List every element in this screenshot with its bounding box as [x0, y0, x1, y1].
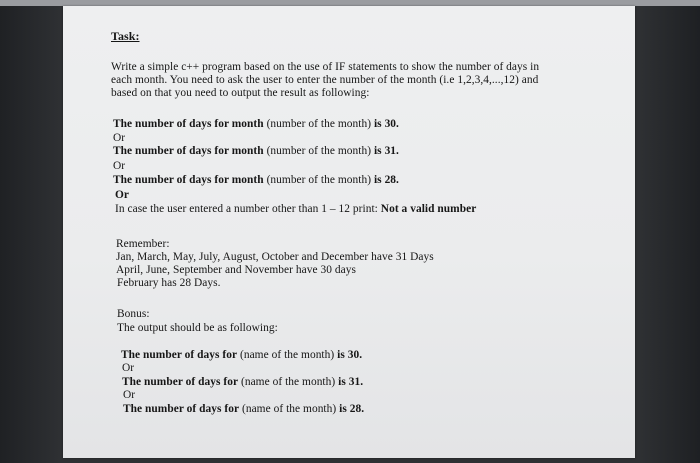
output-line-31-end: is 31. — [373, 145, 399, 157]
bonus-or-separator-2: Or — [123, 389, 136, 401]
output-line-28-bold: The number of days for month — [113, 174, 264, 186]
remember-line-28-days: February has 28 Days. — [117, 277, 221, 289]
invalid-number-message: Not a valid number — [380, 203, 477, 215]
bonus-output-line-31-bold: The number of days for — [122, 376, 239, 388]
bonus-output-line-31 — [122, 376, 363, 389]
bonus-output-line-31-mid: (name of the month) — [238, 376, 339, 388]
output-line-30-bold: The number of days for month — [113, 118, 264, 130]
or-separator-3: Or — [115, 189, 130, 201]
output-line-31-mid: (number of the month) — [263, 145, 374, 157]
output-line-28-end: is 28. — [373, 174, 399, 186]
output-line-31-bold: The number of days for month — [113, 145, 264, 157]
bonus-output-line-30 — [121, 349, 362, 362]
bonus-output-line-28 — [123, 403, 364, 416]
bonus-output-line-31-end: is 31. — [338, 376, 364, 388]
bonus-intro: The output should be as following: — [117, 322, 278, 334]
remember-line-30-days: April, June, September and November have 30 days — [116, 264, 356, 276]
task-intro-line-2: each month. You need to ask the user to enter the number of the month (i.e 1,2,3,4,...,12) and — [111, 74, 539, 86]
bonus-output-line-28-bold: The number of days for — [123, 403, 240, 415]
bonus-output-line-28-end: is 28. — [339, 403, 365, 415]
output-line-31 — [113, 145, 399, 158]
output-line-30 — [113, 118, 399, 131]
remember-line-31-days: Jan, March, May, July, August, October and December have 31 Days — [116, 251, 434, 263]
invalid-number-prefix: In case the user entered a number other than 1 – 12 print: — [115, 203, 381, 215]
document-page — [63, 6, 635, 458]
task-intro-line-1: Write a simple c++ program based on the use of IF statements to show the number of days in — [111, 61, 540, 73]
or-separator-2: Or — [113, 160, 126, 172]
invalid-number-line — [115, 203, 476, 216]
bonus-or-separator-1: Or — [122, 362, 135, 374]
output-line-28-mid: (number of the month) — [263, 174, 374, 186]
task-title: Task: — [111, 29, 140, 43]
bonus-heading: Bonus: — [117, 308, 150, 320]
or-separator-1: Or — [113, 132, 126, 144]
output-line-30-mid: (number of the month) — [263, 118, 374, 130]
output-line-28 — [113, 174, 399, 187]
bonus-output-line-28-mid: (name of the month) — [239, 403, 340, 415]
bonus-output-line-30-bold: The number of days for — [121, 349, 238, 361]
bonus-output-line-30-end: is 30. — [337, 349, 363, 361]
remember-heading: Remember: — [116, 238, 170, 250]
bonus-output-line-30-mid: (name of the month) — [237, 349, 338, 361]
output-line-30-end: is 30. — [373, 118, 399, 130]
task-intro-line-3: based on that you need to output the result as following: — [111, 87, 370, 99]
